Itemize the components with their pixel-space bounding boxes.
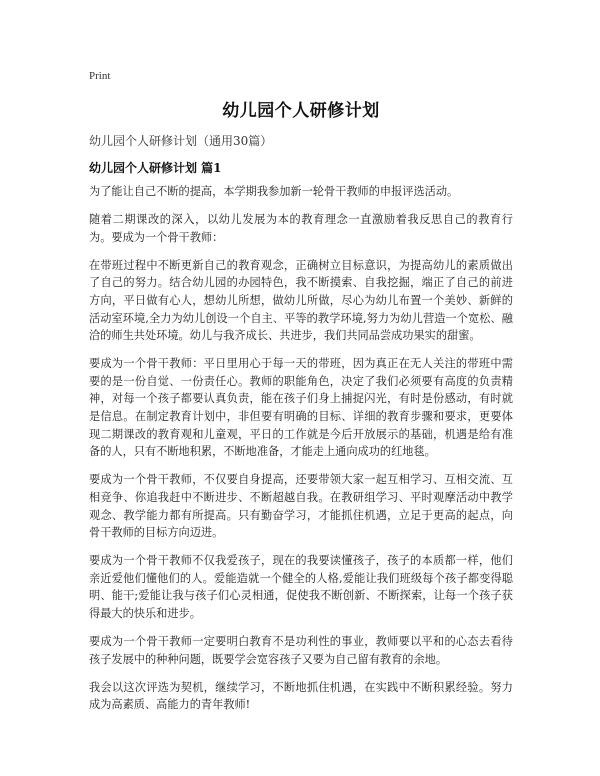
paragraph-2: 随着二期课改的深入，以幼儿发展为本的教育理念一直激励着我反思自己的教育行为。要成为一个骨干教师： [89,213,513,244]
paragraph-7: 要成为一个骨干教师一定要明白教育不是功利性的事业，教师要以平和的心态去看待孩子发展中的种种问题，既要学会宽容孩子又要为自己留有教育的余地。 [89,635,513,666]
paragraph-3: 在带班过程中不断更新自己的教育观念，正确树立目标意识，为提高幼儿的素质做出了自己的努力。结合幼儿园的办园特色，我不断摸索、自我挖掘，端正了自己的前进方向，平日做有心人，想幼儿所想，做幼儿所做，尽心为幼儿布置一个美妙、新鲜的活动室环境,全力为幼儿创设一个自主、平等的教学环境,努力为幼儿营造一个宽松、融洽的师生共处环境。幼儿与我齐成长、共进步，我们共同品尝成功果实的甜蜜。 [89,258,513,343]
paragraph-8: 我会以这次评选为契机，继续学习，不断地抓住机遇，在实践中不断积累经验。努力成为高素质、高能力的青年教师! [89,680,513,712]
paragraph-6: 要成为一个骨干教师不仅我爱孩子，现在的我要读懂孩子，孩子的本质都一样，他们亲近爱他们懂他们的人。爱能造就一个健全的人格,爱能让我们班级每个孩子都变得聪明、能干;爱能让我与孩子们心灵相通，促使我不断创新、不断探索，让每一个孩子获得最大的快乐和进步。 [89,554,513,620]
document-subtitle: 幼儿园个人研修计划（通用30篇） [89,134,273,148]
section-heading: 幼儿园个人研修计划 篇1 [89,161,222,175]
paragraph-4: 要成为一个骨干教师：平日里用心于每一天的带班，因为真正在无人关注的带班中需要的是一份自觉、一份责任心。教师的职能角色，决定了我们必须要有高度的负责精神，对每一个孩子都要认真负责，能在孩子们身上捕捉闪光，有时是份感动，有时就是信息。在制定教育计划中，非但要有明确的目标、详细的教育步骤和要求，更要体现二期课改的教育观和儿童观，平日的工作就是今后开放展示的基础，机遇是给有准备的人，只有不断地积累，不断地准备，才能走上通向成功的红地毯。 [89,357,513,459]
document-body [89,183,513,724]
paragraph-1: 为了能让自己不断的提高，本学期我参加新一轮骨干教师的申报评选活动。 [89,185,459,198]
document-title: 幼儿园个人研修计划 [222,101,380,121]
paragraph-5: 要成为一个骨干教师，不仅要自身提高，还要带领大家一起互相学习、互相交流、互相竞争、你追我赶中不断进步、不断超越自我。在教研组学习、平时观摩活动中教学观念、教学能力都有所提高。只有勤奋学习，才能抓住机遇，立足于更高的起点，向骨干教师的目标方向迈进。 [89,473,513,540]
print-link[interactable]: Print [89,70,111,82]
